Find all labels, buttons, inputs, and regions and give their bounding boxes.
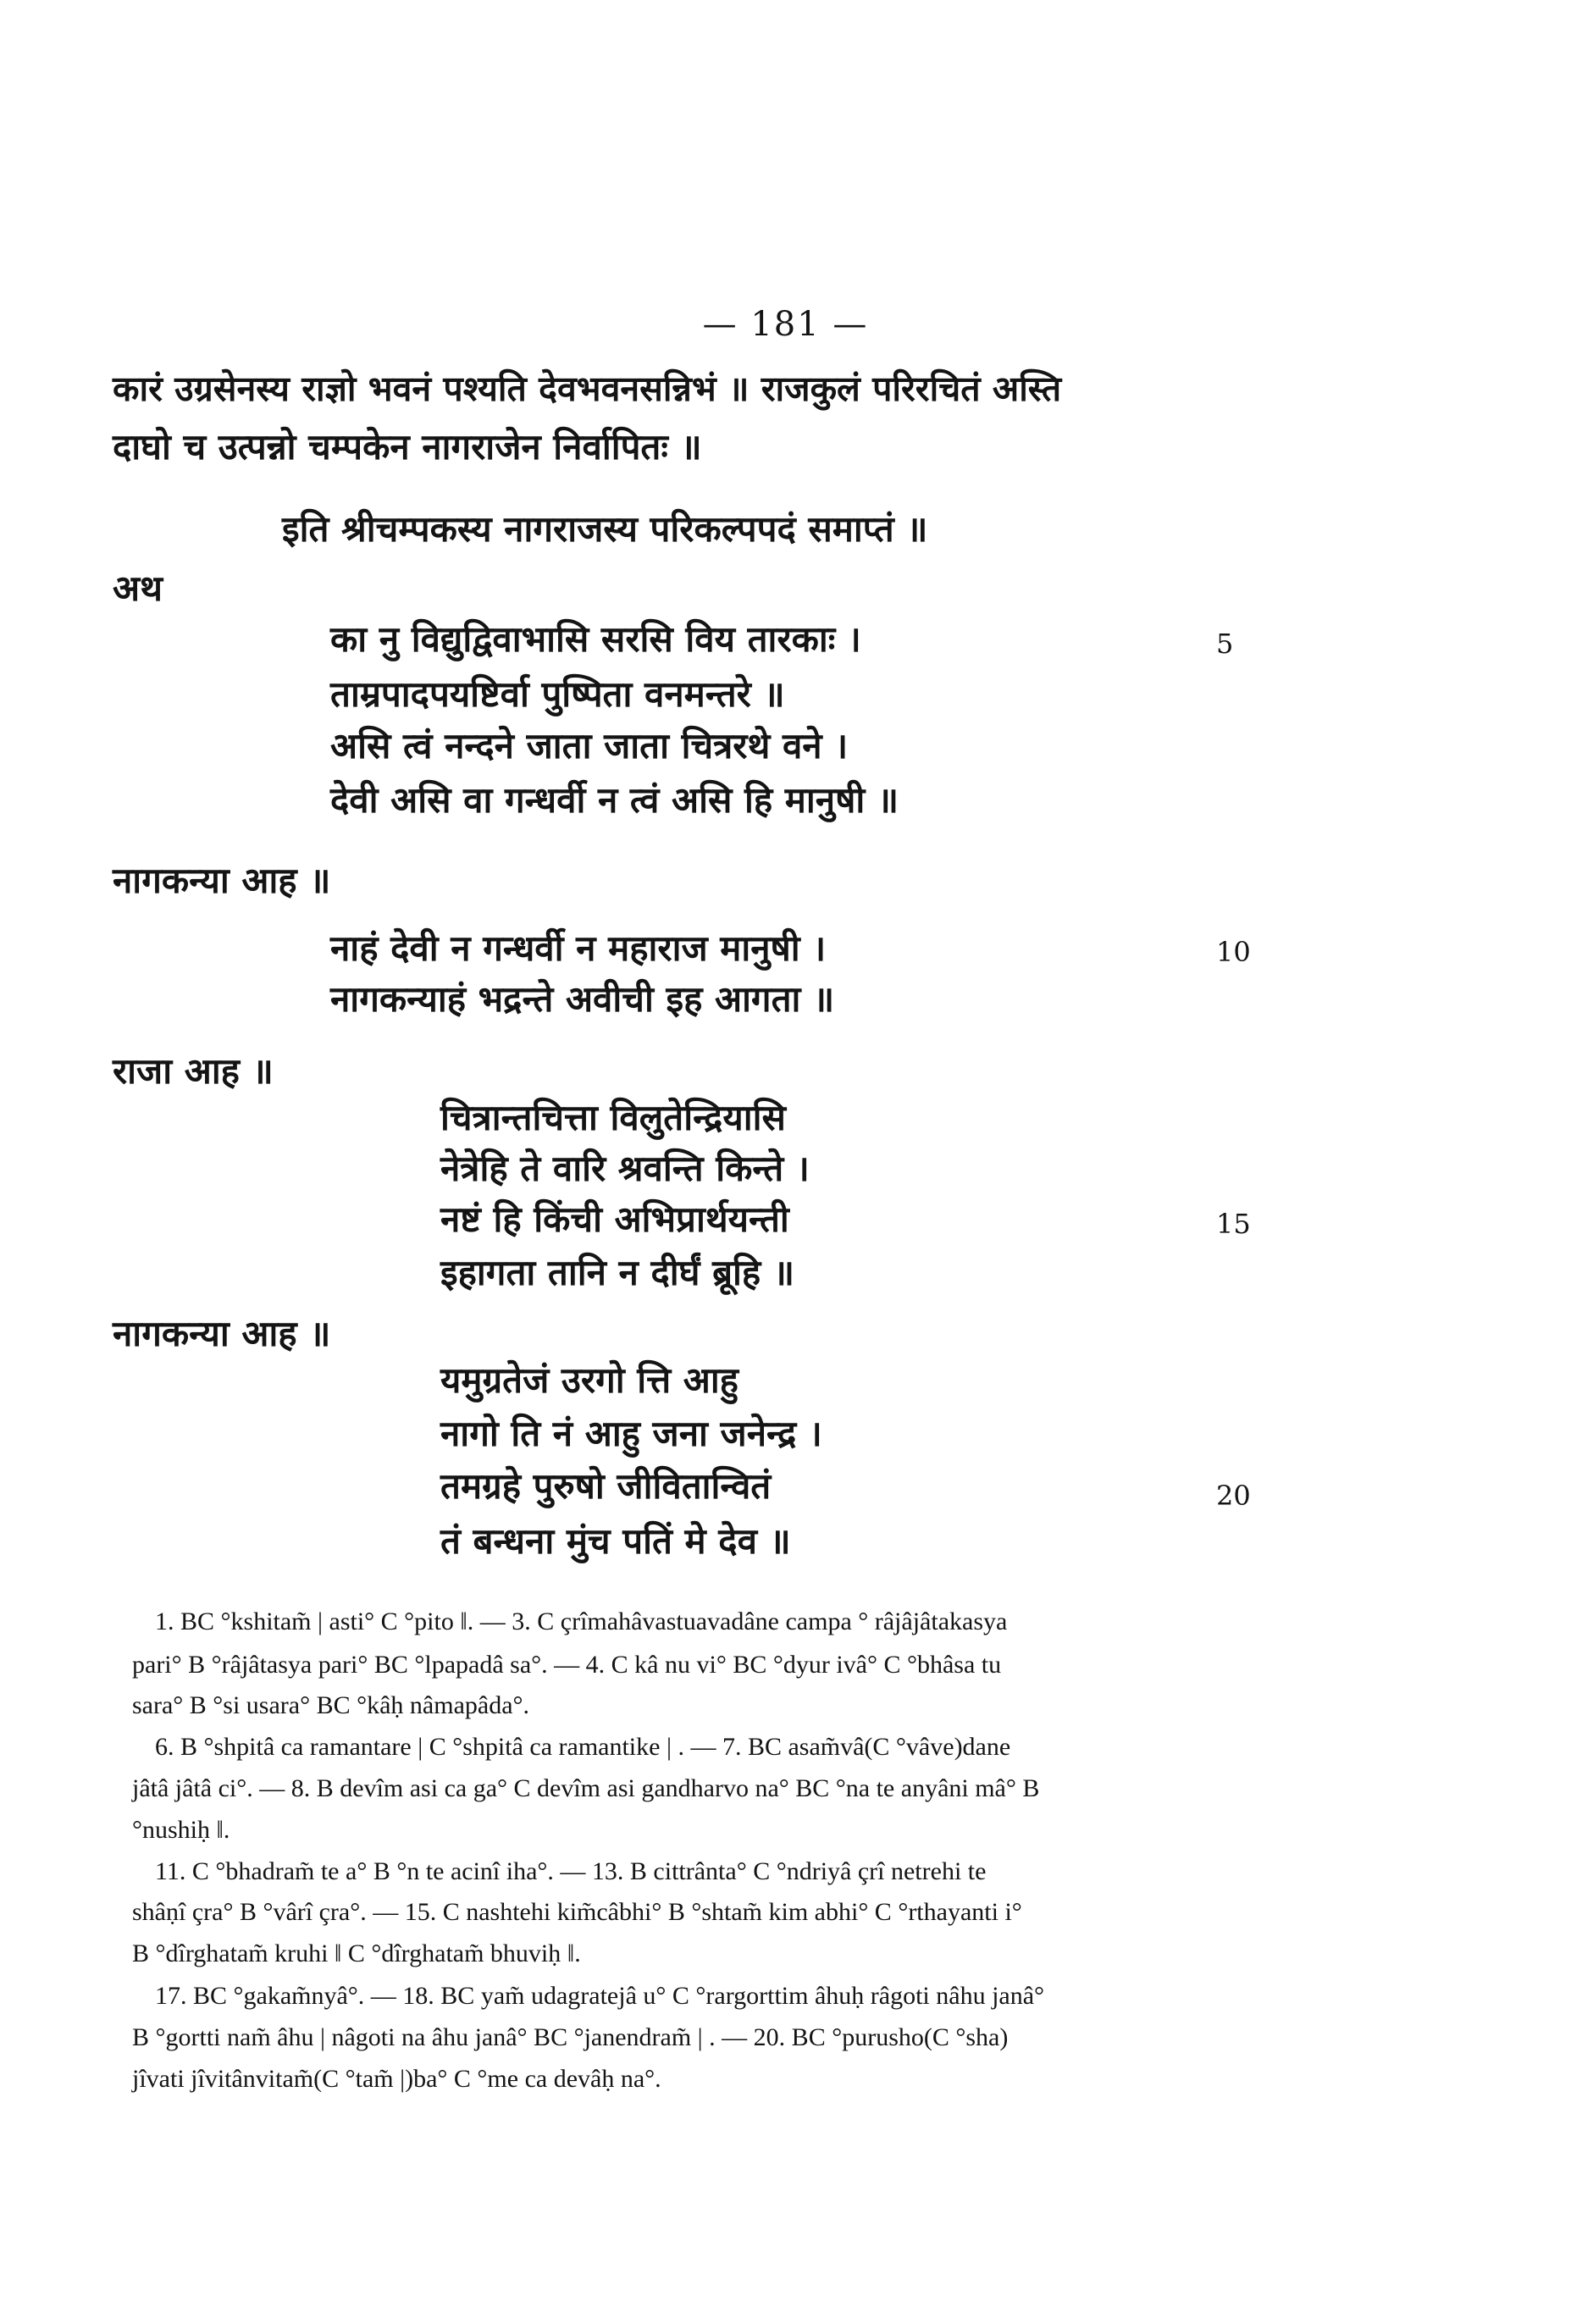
verse-line: नागकन्याहं भद्रन्ते अवीची इह आगता ॥ (330, 978, 835, 1020)
footnote-line: 6. B °shpitâ ca ramantare | C °shpitâ ca ramantike | . — 7. BC asam̃vâ(C °vâve)dane (155, 1733, 1011, 1761)
verse-line: नेत्रेहि ते वारि श्रवन्ति किन्ते । (440, 1148, 810, 1189)
colophon: इति श्रीचम्पकस्य नागराजस्य परिकल्पपदं समाप्तं ॥ (282, 508, 928, 550)
verse-line: नष्टं हि किंची अभिप्रार्थयन्ती (440, 1198, 789, 1240)
footnote-line: shâṇî çra° B °vârî çra°. — 15. C nashtehi kim̃câbhi° B °shtam̃ kim abhi° C °rthayanti i° (132, 1898, 1022, 1926)
line-number: 15 (1216, 1208, 1251, 1240)
footnote-line: jâtâ jâtâ ci°. — 8. B devîm asi ca ga° C devîm asi gandharvo na° BC °na te anyâni mâ° B (132, 1774, 1040, 1802)
line-number: 5 (1216, 628, 1234, 660)
verse-line: यमुग्रतेजं उरगो त्ति आहु (440, 1359, 738, 1401)
speaker-label: अथ (113, 567, 163, 609)
verse-line: तं बन्धना मुंच पतिं मे देव ॥ (440, 1520, 791, 1562)
verse-line: का नु विद्युद्विवाभासि सरसि विय तारकाः । (330, 618, 861, 660)
prose-line: कारं उग्रसेनस्य राज्ञो भवनं पश्यति देवभवनसन्निभं ॥ राजकुलं परिरचितं अस्ति (113, 368, 1062, 409)
footnote-line: 17. BC °gakam̃nyâ°. — 18. BC yam̃ udagratejâ u° C °rargorttim âhuḥ râgoti nâhu janâ° (155, 1982, 1045, 2010)
footnote-line: °nushiḥ ‖. (132, 1816, 230, 1844)
speaker-label: नागकन्या आह ॥ (113, 1313, 331, 1354)
footnote-line: pari° B °râjâtasya pari° BC °lpapadâ sa°. — 4. C kâ nu vi° BC °dyur ivâ° C °bhâsa tu (132, 1651, 1002, 1679)
footnote-line: B °dîrghatam̃ kruhi ‖ C °dîrghatam̃ bhuviḥ ‖. (132, 1939, 581, 1967)
footnote-line: 11. C °bhadram̃ te a° B °n te acinî iha°. — 13. B cittrânta° C °ndriyâ çrî netrehi te (155, 1857, 987, 1885)
verse-line: देवी असि वा गन्धर्वी न त्वं असि हि मानुषी ॥ (330, 779, 899, 821)
speaker-label: राजा आह ॥ (113, 1050, 274, 1092)
line-number: 20 (1216, 1480, 1251, 1512)
line-number: 10 (1216, 936, 1251, 968)
verse-line: इहागता तानि न दीर्घं ब्रूहि ॥ (440, 1252, 795, 1293)
footnote-line: B °gortti nam̃ âhu | nâgoti na âhu janâ° BC °janendram̃ | . — 20. BC °purusho(C °sha) (132, 2023, 1009, 2051)
verse-line: ताम्रपादपयष्टिर्वा पुष्पिता वनमन्तरे ॥ (330, 673, 785, 715)
speaker-label: नागकन्या आह ॥ (113, 860, 331, 901)
prose-line: दाघो च उत्पन्नो चम्पकेन नागराजेन निर्वापितः ॥ (113, 426, 702, 468)
footnote-line: 1. BC °kshitam̃ | asti° C °pito ‖. — 3. C çrîmahâvastuavadâne campa ° râjâjâtakasya (155, 1607, 1008, 1635)
page-number: — 181 — (702, 305, 869, 344)
verse-line: तमग्रहे पुरुषो जीवितान्वितं (440, 1465, 772, 1507)
verse-line: नाहं देवी न गन्धर्वी न महाराज मानुषी । (330, 927, 827, 969)
verse-line: नागो ति नं आहु जना जनेन्द्र । (440, 1413, 822, 1454)
verse-line: चित्रान्तचित्ता विलुतेन्द्रियासि (440, 1097, 786, 1138)
footnote-line: sara° B °si usara° BC °kâḥ nâmapâda°. (132, 1691, 530, 1719)
verse-line: असि त्वं नन्दने जाता जाता चित्ररथे वने । (330, 725, 849, 766)
footnote-line: jîvati jîvitânvitam̃(C °tam̃ |)ba° C °me ca devâḥ na°. (132, 2065, 661, 2093)
